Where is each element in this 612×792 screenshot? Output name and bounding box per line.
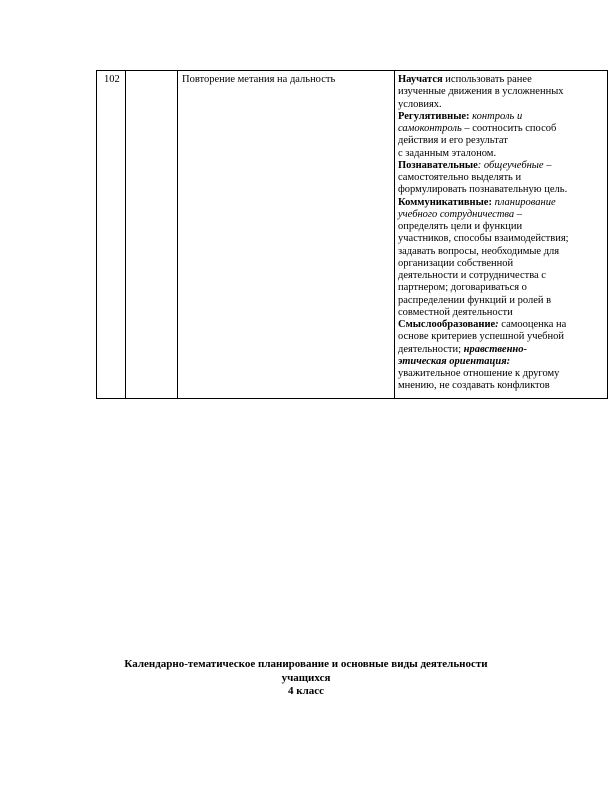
column-divider (177, 71, 178, 398)
results-line: определять цели и функции (398, 221, 523, 232)
results-line: совместной деятельности (398, 306, 513, 318)
results-line: Научатся использовать ранее (398, 74, 532, 85)
results-line: условиях. (398, 98, 442, 110)
column-divider (394, 71, 395, 398)
results-line: Смыслообразование: самооценка на (398, 319, 567, 330)
heading-line: учащихся (281, 671, 331, 684)
results-line: задавать вопросы, необходимые для (398, 245, 560, 257)
results-line: самостоятельно выделять и (398, 172, 522, 183)
moral-label: нравственно- (463, 343, 527, 355)
results-line: мнению, не создавать конфликтов (398, 380, 550, 392)
results-line: Коммуникативные: планирование (398, 196, 556, 208)
planned-results (398, 74, 606, 393)
results-line: деятельности; нравственно- (398, 343, 527, 355)
results-line: учебного сотрудничества – (398, 208, 523, 220)
results-line: действия и его результат (398, 135, 508, 147)
lesson-table (96, 70, 608, 399)
communicative-label: Коммуникативные: (398, 196, 492, 208)
lesson-number: 102 (104, 74, 120, 85)
results-line: деятельности и сотрудничества с (398, 270, 546, 281)
results-line: Регулятивные: контроль и (398, 110, 523, 122)
heading-line: Календарно-тематическое планирование и основные виды деятельности (124, 658, 488, 670)
learn-label: Научатся (398, 74, 443, 85)
cognitive-label: Познавательные (398, 159, 478, 171)
results-line: самоконтроль – соотносить способ (398, 123, 557, 134)
results-line: основе критериев успешной учебной (398, 331, 564, 343)
column-divider (125, 71, 126, 398)
results-line: участников, способы взаимодействия; (398, 233, 569, 245)
results-line: формулировать познавательную цель. (398, 184, 568, 196)
results-line: этическая ориентация: (398, 355, 511, 367)
sense-label: Смыслообразование (398, 319, 496, 330)
results-line: уважительное отношение к другому (398, 368, 560, 379)
heading-line: 4 класс (287, 685, 325, 697)
results-line: распределении функций и ролей в (398, 294, 552, 306)
lesson-topic: Повторение метания на дальность (182, 74, 336, 85)
results-line: с заданным эталоном. (398, 147, 497, 159)
results-line: изученные движения в усложненных (398, 86, 564, 98)
results-line: партнером; договариваться о (398, 282, 527, 294)
results-line: организации собственной (398, 257, 514, 269)
regulative-label: Регулятивные: (398, 110, 470, 122)
results-line: Познавательные: общеучебные – (398, 159, 552, 171)
section-heading (96, 658, 516, 699)
